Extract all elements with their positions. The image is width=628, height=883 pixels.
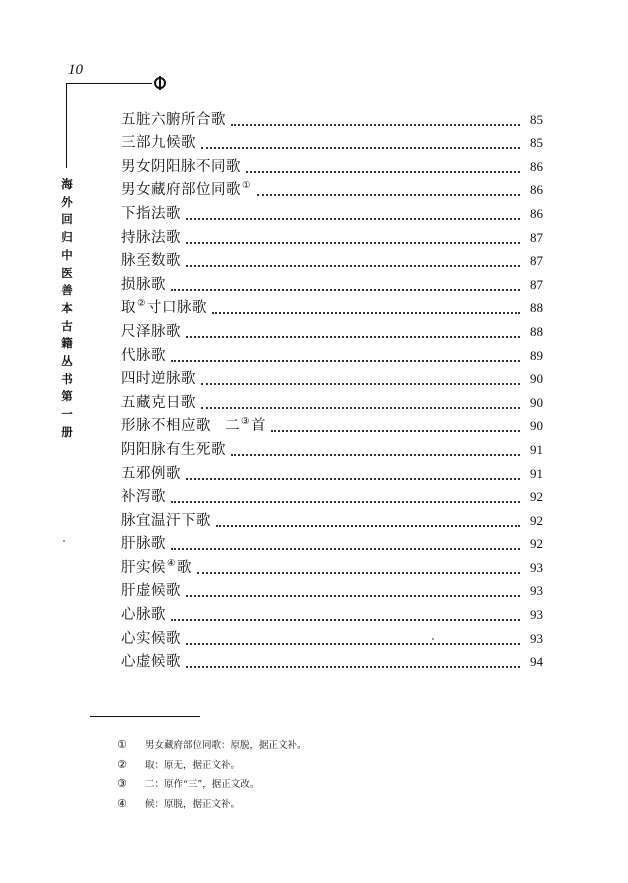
- footnote-text: 男女藏府部位同歌：原脱，据正文补。: [145, 740, 307, 751]
- entry-title-text: 损脉歌: [121, 276, 166, 293]
- entry-page-number: 87: [530, 253, 543, 269]
- series-title-char: 本: [61, 300, 73, 315]
- series-title-char: 册: [61, 424, 73, 439]
- entry-title: [121, 295, 207, 317]
- dot-leader: [186, 589, 520, 597]
- dot-leader: [231, 448, 520, 456]
- entry-page-number: 92: [530, 536, 543, 552]
- footnote: [117, 736, 307, 756]
- footnote-text: 取：原无，据正文补。: [145, 759, 241, 771]
- footnote-marker: ①: [117, 738, 127, 751]
- entry-title: [121, 488, 166, 506]
- entry-page-number: 91: [530, 465, 543, 481]
- footnote-marker: ②: [117, 757, 127, 771]
- entry-page-number: 86: [530, 182, 543, 198]
- dot-leader: [212, 306, 520, 314]
- entry-title-text: 心虚候歌: [121, 654, 181, 671]
- footnote-text: 二：原作“三”，据正文改。: [145, 779, 260, 790]
- series-title-char: 中: [61, 247, 73, 262]
- footnote-ref: ①: [242, 180, 252, 192]
- entry-title-text: 五藏克日歌: [121, 394, 196, 411]
- dot-leader: [171, 283, 520, 291]
- entry-title-text: 五邪例歌: [121, 465, 181, 482]
- series-title-char: 医: [61, 265, 73, 280]
- entry-page-number: 93: [530, 559, 543, 575]
- series-title-char: 丛: [61, 354, 73, 369]
- toc-entry: [121, 365, 543, 389]
- toc-entry: [121, 294, 543, 318]
- footnote-marker: ④: [117, 796, 127, 810]
- entry-title: [121, 582, 181, 600]
- entry-page-number: 90: [530, 394, 543, 410]
- entry-title-text: 歌: [177, 559, 193, 576]
- entry-title-text: 补泻歌: [121, 489, 166, 506]
- entry-title: [121, 134, 196, 152]
- dot-leader: [186, 236, 520, 244]
- entry-page-number: 93: [530, 607, 543, 623]
- dot-leader: [271, 424, 520, 432]
- toc-entry: [121, 152, 543, 176]
- toc-entry: [121, 577, 543, 601]
- entry-title-text: 肝虚候歌: [121, 583, 181, 600]
- toc-entry: [121, 600, 543, 624]
- dot-leader: [171, 354, 520, 362]
- dot-leader: [246, 165, 520, 173]
- series-title-char: 古: [61, 318, 73, 333]
- entry-title: [121, 535, 166, 553]
- entry-title: [121, 417, 211, 435]
- entry-title: [121, 555, 192, 577]
- entry-title: [121, 229, 181, 247]
- toc-entry: [121, 176, 543, 200]
- series-title-char: 回: [61, 212, 73, 227]
- entry-title-text: 下指法歌: [121, 205, 181, 222]
- entry-title-text: 阴阳脉有生死歌: [121, 441, 226, 458]
- entry-page-number: 86: [530, 205, 543, 221]
- entry-page-number: 94: [530, 654, 543, 670]
- entry-title-text: 五脏六腑所合歌: [121, 111, 226, 128]
- dot-leader: [201, 377, 520, 385]
- series-title-char: 书: [61, 371, 73, 386]
- entry-page-number: 88: [530, 300, 543, 316]
- entry-title-text: 肝实候: [121, 559, 166, 576]
- entry-title: [121, 441, 226, 459]
- dot-leader: [257, 188, 520, 196]
- entry-page-number: 89: [530, 347, 543, 363]
- toc-entry: [121, 530, 543, 554]
- entry-title: [121, 177, 252, 199]
- entry-page-number: 90: [530, 418, 543, 434]
- dot-leader: [186, 660, 520, 668]
- footnote: [117, 756, 307, 776]
- footnote-text: 候：原脱，据正文补。: [145, 798, 241, 810]
- entry-page-number: 91: [530, 441, 543, 457]
- toc-entry: [121, 553, 543, 577]
- entry-title: [121, 394, 196, 412]
- series-title-char: 善: [61, 283, 73, 298]
- entry-title-text: 取: [121, 300, 136, 317]
- footnotes: [117, 736, 307, 814]
- dot-leader: [171, 542, 520, 550]
- entry-title: [121, 111, 226, 129]
- entry-title: [121, 158, 241, 176]
- toc-entry: [121, 199, 543, 223]
- entry-suffix: [225, 413, 266, 435]
- entry-title: [121, 323, 181, 341]
- entry-page-number: 87: [530, 276, 543, 292]
- entry-title-text: 代脉歌: [121, 347, 166, 364]
- series-title-char: 籍: [61, 336, 73, 351]
- footnote-rule: [90, 716, 200, 717]
- series-title-char: 海: [61, 177, 73, 191]
- entry-title-text: 形脉不相应歌: [121, 418, 211, 435]
- entry-suffix-text: 首: [251, 418, 267, 435]
- dot-leader: [186, 472, 520, 480]
- entry-page-number: 87: [530, 229, 543, 245]
- toc-entry: [121, 317, 543, 341]
- entry-page-number: 86: [530, 158, 543, 174]
- footnote: [117, 775, 307, 795]
- entry-page-number: 88: [530, 323, 543, 339]
- footnote: [117, 795, 307, 815]
- entry-title-text: 脉至数歌: [121, 253, 181, 270]
- dot-leader: [197, 566, 520, 574]
- entry-title-text: 三部九候歌: [121, 135, 196, 152]
- entry-title-text: 持脉法歌: [121, 229, 181, 246]
- toc-entry: [121, 223, 543, 247]
- toc-entry: [121, 435, 543, 459]
- entry-title-text: 心脉歌: [121, 607, 166, 624]
- dot-leader: [186, 330, 520, 338]
- table-of-contents: [121, 105, 543, 671]
- entry-page-number: 93: [530, 630, 543, 646]
- series-title-char: 一: [61, 407, 73, 422]
- entry-title-text: 寸口脉歌: [147, 300, 208, 317]
- footnote-ref: ④: [167, 557, 177, 569]
- entry-page-number: 90: [530, 371, 543, 387]
- dot-leader: [186, 637, 520, 645]
- entry-title-text: 四时逆脉歌: [121, 371, 196, 388]
- entry-title-text: 男女阴阳脉不同歌: [121, 158, 241, 175]
- entry-title: [121, 347, 166, 365]
- entry-title-text: 脉宜温汗下歌: [121, 512, 211, 529]
- entry-page-number: 93: [530, 583, 543, 599]
- toc-entry: [121, 483, 543, 507]
- footnote-ref: ③: [241, 416, 251, 428]
- entry-page-number: 85: [530, 111, 543, 127]
- series-title-char: 外: [61, 194, 73, 209]
- dot-leader: [171, 495, 520, 503]
- entry-title: [121, 630, 181, 648]
- footnote-marker: ③: [117, 777, 127, 790]
- dot-leader: [201, 141, 520, 149]
- toc-entry: [121, 506, 543, 530]
- toc-entry: [121, 459, 543, 483]
- toc-entry: [121, 105, 543, 129]
- toc-entry: [121, 388, 543, 412]
- entry-title: [121, 512, 211, 530]
- entry-page-number: 85: [530, 135, 543, 151]
- series-title-char: 归: [61, 230, 73, 245]
- dot-leader: [216, 519, 520, 527]
- scan-speck: [63, 540, 65, 542]
- toc-entry: [121, 624, 543, 648]
- entry-title-text: 尺泽脉歌: [121, 323, 181, 340]
- entry-suffix-text: 二: [225, 418, 240, 435]
- entry-title: [121, 370, 196, 388]
- toc-entry: [121, 412, 543, 436]
- toc-entry: [121, 247, 543, 271]
- entry-title: [121, 205, 181, 223]
- entry-title: [121, 465, 181, 483]
- toc-entry: [121, 341, 543, 365]
- toc-entry: [121, 129, 543, 153]
- entry-title-text: 肝脉歌: [121, 536, 166, 553]
- header-rule: [66, 83, 152, 84]
- toc-entry: [121, 648, 543, 672]
- entry-title: [121, 276, 166, 294]
- toc-entry: [121, 270, 543, 294]
- page-number: 10: [68, 62, 83, 78]
- entry-page-number: 92: [530, 489, 543, 505]
- entry-title: [121, 653, 181, 671]
- dot-leader: [171, 613, 520, 621]
- entry-title-text: 心实候歌: [121, 630, 181, 647]
- series-title-char: 第: [61, 389, 73, 404]
- dot-leader: [201, 401, 520, 409]
- entry-title: [121, 606, 166, 624]
- side-rule: [66, 83, 67, 168]
- footnote-ref: ②: [137, 298, 147, 310]
- dot-leader: [186, 259, 520, 267]
- entry-page-number: 92: [530, 512, 543, 528]
- entry-title: [121, 252, 181, 270]
- dot-leader: [231, 118, 520, 126]
- scan-speck: [432, 638, 434, 640]
- dot-leader: [186, 212, 520, 220]
- series-title: [57, 176, 77, 442]
- flower-ornament-icon: [152, 75, 168, 91]
- entry-title-text: 男女藏府部位同歌: [121, 182, 241, 199]
